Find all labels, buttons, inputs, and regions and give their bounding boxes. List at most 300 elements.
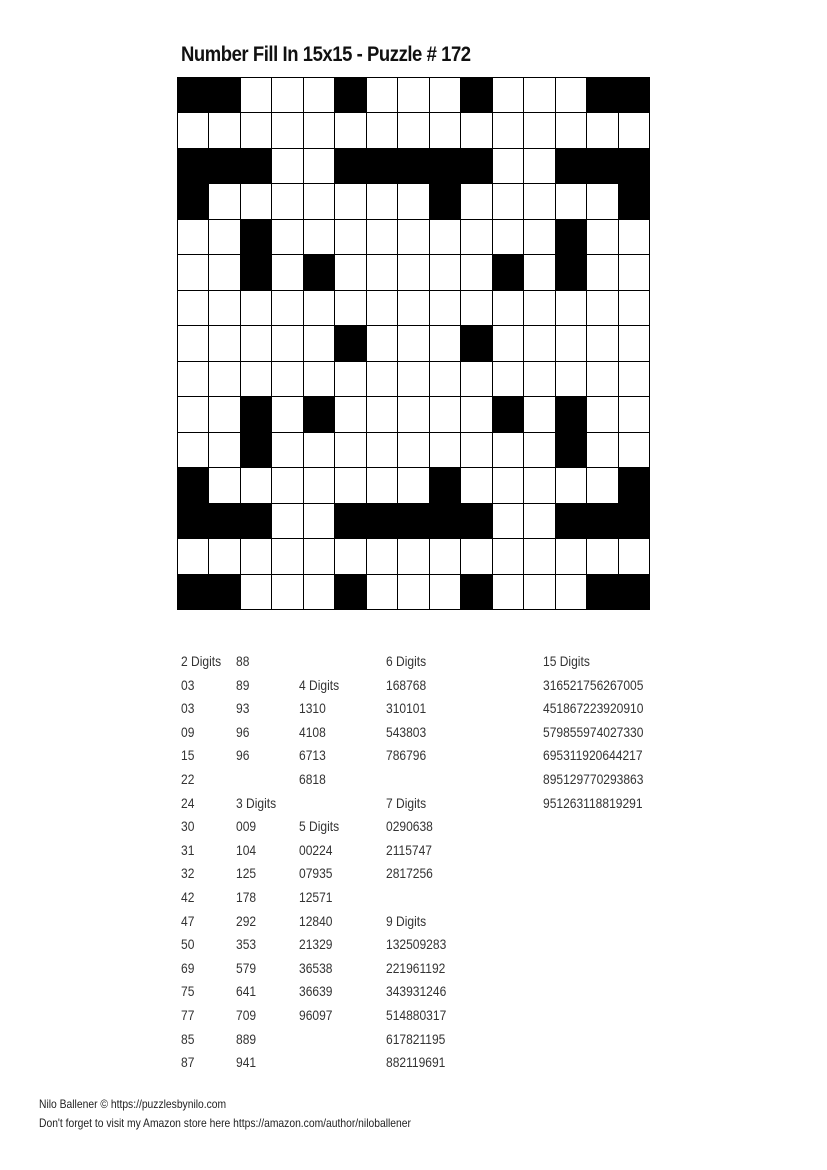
grid-cell-empty[interactable] — [587, 326, 617, 360]
word-list-item: 178 — [236, 888, 257, 905]
grid-cell-empty[interactable] — [304, 433, 334, 467]
word-list-item: 96097 — [299, 1006, 333, 1023]
grid-cell-empty[interactable] — [241, 575, 271, 609]
grid-cell-empty[interactable] — [335, 468, 365, 502]
grid-cell-empty[interactable] — [461, 220, 491, 254]
grid-cell-black — [556, 255, 586, 289]
word-list-item: 12571 — [299, 888, 333, 905]
grid-cell-black — [461, 78, 491, 112]
grid-cell-empty[interactable] — [524, 326, 554, 360]
grid-cell-empty[interactable] — [272, 504, 302, 538]
word-list-item: 6818 — [299, 770, 326, 787]
grid-cell-black — [461, 504, 491, 538]
word-list-item: 343931246 — [386, 983, 447, 1000]
grid-cell-empty[interactable] — [209, 220, 239, 254]
word-list-item: 6713 — [299, 747, 326, 764]
word-list-spacer — [386, 886, 446, 910]
grid-cell-empty[interactable] — [430, 291, 460, 325]
grid-cell-empty[interactable] — [272, 255, 302, 289]
word-group-heading: 4 Digits — [299, 676, 340, 693]
grid-cell-empty[interactable] — [209, 468, 239, 502]
grid-cell-empty[interactable] — [430, 220, 460, 254]
grid-cell-empty[interactable] — [461, 468, 491, 502]
word-list-item: 125 — [236, 865, 257, 882]
grid-cell-empty[interactable] — [272, 326, 302, 360]
word-list-column-3 — [299, 650, 346, 1028]
word-list-item: 75 — [181, 983, 195, 1000]
grid-cell-black — [461, 326, 491, 360]
grid-cell-empty[interactable] — [272, 149, 302, 183]
word-list-item: 03 — [181, 676, 195, 693]
grid-cell-black — [335, 575, 365, 609]
word-list-item: 104 — [236, 841, 257, 858]
word-list-item: 87 — [181, 1054, 195, 1071]
grid-cell-black — [178, 184, 208, 218]
grid-cell-empty[interactable] — [304, 184, 334, 218]
grid-cell-black — [556, 220, 586, 254]
grid-cell-empty[interactable] — [493, 113, 523, 147]
grid-cell-black — [241, 504, 271, 538]
grid-cell-empty[interactable] — [556, 539, 586, 573]
grid-cell-empty[interactable] — [398, 78, 428, 112]
grid-cell-black — [304, 255, 334, 289]
grid-cell-empty[interactable] — [556, 468, 586, 502]
grid-cell-black — [556, 504, 586, 538]
grid-cell-empty[interactable] — [524, 362, 554, 396]
grid-cell-empty[interactable] — [304, 539, 334, 573]
word-group-heading: 9 Digits — [386, 912, 427, 929]
word-list-item: 22 — [181, 770, 195, 787]
grid-cell-empty[interactable] — [178, 433, 208, 467]
grid-cell-empty[interactable] — [493, 433, 523, 467]
word-group-heading: 7 Digits — [386, 794, 427, 811]
word-list-spacer — [299, 792, 339, 816]
grid-cell-black — [619, 504, 649, 538]
grid-cell-empty[interactable] — [367, 326, 397, 360]
word-list-item: 514880317 — [386, 1006, 447, 1023]
word-list-item: 221961192 — [386, 959, 446, 976]
grid-cell-empty[interactable] — [272, 397, 302, 431]
grid-cell-empty[interactable] — [587, 184, 617, 218]
grid-cell-empty[interactable] — [524, 255, 554, 289]
word-list-item: 07935 — [299, 865, 333, 882]
word-list-item: 09 — [181, 723, 195, 740]
word-list-item: 709 — [236, 1006, 257, 1023]
grid-cell-black — [619, 468, 649, 502]
grid-cell-empty[interactable] — [241, 291, 271, 325]
grid-cell-empty[interactable] — [367, 468, 397, 502]
grid-cell-empty[interactable] — [619, 220, 649, 254]
grid-cell-black — [241, 149, 271, 183]
grid-cell-black — [430, 184, 460, 218]
grid-cell-empty[interactable] — [587, 291, 617, 325]
grid-cell-empty[interactable] — [209, 539, 239, 573]
grid-cell-empty[interactable] — [587, 539, 617, 573]
grid-cell-black — [241, 220, 271, 254]
grid-cell-empty[interactable] — [524, 149, 554, 183]
grid-cell-empty[interactable] — [430, 113, 460, 147]
grid-cell-empty[interactable] — [493, 291, 523, 325]
grid-cell-empty[interactable] — [241, 78, 271, 112]
grid-cell-empty[interactable] — [398, 255, 428, 289]
grid-cell-empty[interactable] — [430, 326, 460, 360]
grid-cell-black — [335, 78, 365, 112]
grid-cell-empty[interactable] — [304, 468, 334, 502]
grid-cell-empty[interactable] — [335, 113, 365, 147]
grid-cell-empty[interactable] — [461, 433, 491, 467]
grid-cell-empty[interactable] — [178, 362, 208, 396]
grid-cell-empty[interactable] — [430, 397, 460, 431]
word-list-column-4 — [386, 650, 456, 1075]
grid-cell-black — [335, 149, 365, 183]
grid-cell-empty[interactable] — [209, 255, 239, 289]
grid-cell-empty[interactable] — [398, 113, 428, 147]
word-list-item: 15 — [181, 747, 195, 764]
grid-cell-empty[interactable] — [461, 362, 491, 396]
grid-cell-empty[interactable] — [619, 113, 649, 147]
word-list-item: 93 — [236, 700, 250, 717]
word-list-item: 543803 — [386, 723, 427, 740]
grid-cell-black — [587, 504, 617, 538]
grid-cell-empty[interactable] — [178, 291, 208, 325]
word-list-item: 77 — [181, 1006, 195, 1023]
grid-cell-empty[interactable] — [556, 184, 586, 218]
grid-cell-empty[interactable] — [178, 539, 208, 573]
word-list-item: 00224 — [299, 841, 333, 858]
grid-cell-empty[interactable] — [241, 362, 271, 396]
grid-cell-black — [619, 184, 649, 218]
word-list-item: 617821195 — [386, 1030, 446, 1047]
grid-cell-black — [178, 149, 208, 183]
word-list-item: 895129770293863 — [543, 770, 644, 787]
grid-cell-empty[interactable] — [493, 78, 523, 112]
word-list-item: 0290638 — [386, 818, 433, 835]
grid-cell-empty[interactable] — [493, 220, 523, 254]
grid-cell-black — [587, 149, 617, 183]
grid-cell-empty[interactable] — [304, 291, 334, 325]
word-list-item: 1310 — [299, 700, 326, 717]
grid-cell-black — [178, 78, 208, 112]
grid-cell-empty[interactable] — [209, 362, 239, 396]
grid-cell-empty[interactable] — [272, 539, 302, 573]
grid-cell-black — [619, 575, 649, 609]
grid-cell-empty[interactable] — [178, 255, 208, 289]
grid-cell-empty[interactable] — [209, 113, 239, 147]
grid-cell-empty[interactable] — [398, 362, 428, 396]
word-list-item: 292 — [236, 912, 257, 929]
grid-cell-black — [430, 504, 460, 538]
grid-cell-empty[interactable] — [587, 397, 617, 431]
grid-cell-empty[interactable] — [524, 184, 554, 218]
grid-cell-empty[interactable] — [524, 220, 554, 254]
grid-cell-empty[interactable] — [304, 575, 334, 609]
grid-cell-black — [556, 149, 586, 183]
grid-cell-black — [556, 433, 586, 467]
grid-cell-empty[interactable] — [335, 291, 365, 325]
grid-cell-empty[interactable] — [335, 184, 365, 218]
grid-cell-empty[interactable] — [493, 468, 523, 502]
grid-cell-empty[interactable] — [367, 291, 397, 325]
grid-cell-empty[interactable] — [524, 113, 554, 147]
word-list-item: 69 — [181, 959, 195, 976]
grid-cell-empty[interactable] — [367, 397, 397, 431]
grid-cell-empty[interactable] — [304, 326, 334, 360]
grid-cell-black — [587, 78, 617, 112]
grid-cell-black — [178, 468, 208, 502]
grid-cell-empty[interactable] — [272, 468, 302, 502]
grid-cell-empty[interactable] — [587, 433, 617, 467]
grid-cell-empty[interactable] — [241, 184, 271, 218]
word-group-heading: 2 Digits — [181, 653, 222, 669]
word-list-item: 353 — [236, 936, 257, 953]
word-list-item: 451867223920910 — [543, 700, 644, 717]
grid-cell-black — [335, 504, 365, 538]
grid-cell-empty[interactable] — [587, 113, 617, 147]
grid-cell-black — [430, 468, 460, 502]
grid-cell-empty[interactable] — [398, 433, 428, 467]
grid-cell-empty[interactable] — [178, 113, 208, 147]
grid-cell-empty[interactable] — [461, 397, 491, 431]
grid-cell-black — [619, 149, 649, 183]
grid-cell-empty[interactable] — [367, 78, 397, 112]
grid-cell-empty[interactable] — [524, 397, 554, 431]
grid-cell-empty[interactable] — [619, 291, 649, 325]
word-list-item: 579855974027330 — [543, 723, 644, 740]
grid-cell-empty[interactable] — [272, 575, 302, 609]
word-list-item: 882119691 — [386, 1054, 446, 1071]
grid-cell-empty[interactable] — [556, 362, 586, 396]
grid-cell-empty[interactable] — [461, 539, 491, 573]
word-list-item: 4108 — [299, 723, 326, 740]
footer-amazon-note: Don't forget to visit my Amazon store here https://amazon.com/author/niloballener — [39, 1116, 411, 1130]
word-list-spacer — [386, 768, 446, 792]
grid-cell-empty[interactable] — [241, 326, 271, 360]
grid-cell-empty[interactable] — [209, 291, 239, 325]
grid-cell-empty[interactable] — [556, 326, 586, 360]
grid-cell-black — [209, 78, 239, 112]
grid-cell-empty[interactable] — [430, 78, 460, 112]
grid-cell-empty[interactable] — [304, 504, 334, 538]
grid-cell-black — [367, 504, 397, 538]
grid-cell-empty[interactable] — [524, 468, 554, 502]
grid-cell-empty[interactable] — [335, 433, 365, 467]
grid-cell-empty[interactable] — [178, 397, 208, 431]
grid-cell-empty[interactable] — [367, 433, 397, 467]
grid-cell-empty[interactable] — [619, 539, 649, 573]
grid-cell-empty[interactable] — [272, 291, 302, 325]
grid-cell-black — [398, 504, 428, 538]
grid-cell-empty[interactable] — [367, 255, 397, 289]
grid-cell-empty[interactable] — [556, 575, 586, 609]
word-list-column-2 — [236, 650, 283, 1075]
grid-cell-empty[interactable] — [178, 220, 208, 254]
grid-cell-empty[interactable] — [367, 220, 397, 254]
grid-cell-empty[interactable] — [398, 220, 428, 254]
grid-cell-empty[interactable] — [335, 397, 365, 431]
grid-cell-empty[interactable] — [178, 326, 208, 360]
grid-cell-empty[interactable] — [272, 220, 302, 254]
grid-cell-black — [493, 397, 523, 431]
grid-cell-empty[interactable] — [619, 362, 649, 396]
grid-cell-empty[interactable] — [587, 255, 617, 289]
grid-cell-empty[interactable] — [335, 362, 365, 396]
grid-cell-empty[interactable] — [398, 468, 428, 502]
word-group-heading: 3 Digits — [236, 794, 277, 811]
grid-cell-black — [587, 575, 617, 609]
grid-cell-empty[interactable] — [367, 184, 397, 218]
word-list-item: 12840 — [299, 912, 333, 929]
grid-cell-empty[interactable] — [461, 291, 491, 325]
grid-cell-empty[interactable] — [524, 291, 554, 325]
word-list-item: 50 — [181, 936, 195, 953]
grid-cell-black — [493, 255, 523, 289]
puzzle-grid — [177, 77, 650, 610]
grid-cell-empty[interactable] — [619, 255, 649, 289]
grid-cell-black — [335, 326, 365, 360]
word-list-item: 42 — [181, 888, 195, 905]
word-group-heading: 15 Digits — [543, 653, 590, 669]
grid-cell-empty[interactable] — [524, 433, 554, 467]
grid-cell-black — [367, 149, 397, 183]
word-list-spacer — [299, 650, 339, 674]
grid-cell-empty[interactable] — [272, 113, 302, 147]
word-list-item: 85 — [181, 1030, 195, 1047]
word-list-item: 47 — [181, 912, 195, 929]
grid-cell-empty[interactable] — [556, 78, 586, 112]
grid-cell-empty[interactable] — [304, 362, 334, 396]
word-list-column-5 — [543, 650, 660, 815]
grid-cell-empty[interactable] — [272, 433, 302, 467]
grid-cell-empty[interactable] — [493, 504, 523, 538]
word-group-heading: 5 Digits — [299, 818, 340, 835]
word-list-item: 32 — [181, 865, 195, 882]
grid-cell-empty[interactable] — [398, 326, 428, 360]
grid-cell-empty[interactable] — [272, 362, 302, 396]
grid-cell-empty[interactable] — [430, 433, 460, 467]
grid-cell-empty[interactable] — [335, 220, 365, 254]
grid-cell-empty[interactable] — [367, 113, 397, 147]
word-list-item: 96 — [236, 747, 250, 764]
word-list-item: 786796 — [386, 747, 427, 764]
grid-cell-empty[interactable] — [524, 539, 554, 573]
grid-cell-empty[interactable] — [493, 539, 523, 573]
grid-cell-empty[interactable] — [430, 362, 460, 396]
grid-cell-empty[interactable] — [430, 575, 460, 609]
grid-cell-empty[interactable] — [272, 78, 302, 112]
word-list-item: 21329 — [299, 936, 333, 953]
word-list-item: 889 — [236, 1030, 257, 1047]
grid-cell-empty[interactable] — [272, 184, 302, 218]
grid-cell-empty[interactable] — [493, 362, 523, 396]
word-list-spacer — [236, 768, 276, 792]
grid-cell-empty[interactable] — [493, 184, 523, 218]
grid-cell-empty[interactable] — [619, 433, 649, 467]
grid-cell-empty[interactable] — [430, 539, 460, 573]
grid-cell-empty[interactable] — [304, 149, 334, 183]
grid-cell-empty[interactable] — [493, 575, 523, 609]
grid-cell-empty[interactable] — [304, 113, 334, 147]
grid-cell-empty[interactable] — [524, 78, 554, 112]
grid-cell-black — [209, 504, 239, 538]
grid-cell-black — [241, 433, 271, 467]
footer-credit: Nilo Ballener © https://puzzlesbynilo.com — [39, 1097, 227, 1111]
grid-cell-black — [178, 504, 208, 538]
word-list-item: 168768 — [386, 676, 427, 693]
word-list-column-1 — [181, 650, 228, 1075]
grid-cell-empty[interactable] — [619, 397, 649, 431]
word-list-item: 009 — [236, 818, 257, 835]
grid-cell-empty[interactable] — [493, 149, 523, 183]
word-list-item: 24 — [181, 794, 195, 811]
word-list-item: 579 — [236, 959, 257, 976]
grid-cell-empty[interactable] — [524, 504, 554, 538]
grid-cell-empty[interactable] — [398, 397, 428, 431]
page-title: Number Fill In 15x15 - Puzzle # 172 — [181, 43, 471, 66]
grid-cell-empty[interactable] — [209, 397, 239, 431]
grid-cell-empty[interactable] — [461, 184, 491, 218]
grid-cell-empty[interactable] — [398, 184, 428, 218]
grid-cell-black — [461, 575, 491, 609]
grid-cell-empty[interactable] — [335, 539, 365, 573]
word-list-item: 36639 — [299, 983, 333, 1000]
grid-cell-empty[interactable] — [430, 255, 460, 289]
grid-cell-empty[interactable] — [335, 255, 365, 289]
grid-cell-empty[interactable] — [304, 78, 334, 112]
grid-cell-empty[interactable] — [367, 362, 397, 396]
grid-cell-empty[interactable] — [209, 184, 239, 218]
grid-cell-empty[interactable] — [304, 220, 334, 254]
grid-cell-empty[interactable] — [398, 575, 428, 609]
grid-cell-empty[interactable] — [241, 468, 271, 502]
grid-cell-empty[interactable] — [619, 326, 649, 360]
grid-cell-empty[interactable] — [461, 113, 491, 147]
grid-cell-black — [619, 78, 649, 112]
word-list-item: 30 — [181, 818, 195, 835]
word-list-item: 132509283 — [386, 936, 447, 953]
grid-cell-empty[interactable] — [461, 255, 491, 289]
grid-cell-empty[interactable] — [493, 326, 523, 360]
word-list-item: 03 — [181, 700, 195, 717]
grid-cell-empty[interactable] — [398, 539, 428, 573]
word-list-item: 89 — [236, 676, 250, 693]
grid-cell-empty[interactable] — [367, 575, 397, 609]
word-list-item: 36538 — [299, 959, 333, 976]
grid-cell-empty[interactable] — [241, 113, 271, 147]
word-list-item: 2817256 — [386, 865, 433, 882]
grid-cell-black — [430, 149, 460, 183]
grid-cell-empty[interactable] — [398, 291, 428, 325]
grid-cell-black — [461, 149, 491, 183]
grid-cell-empty[interactable] — [524, 575, 554, 609]
word-list-item: 2115747 — [386, 841, 432, 858]
word-list-item: 951263118819291 — [543, 794, 643, 811]
grid-cell-black — [209, 149, 239, 183]
grid-cell-empty[interactable] — [241, 539, 271, 573]
word-list-item: 641 — [236, 983, 257, 1000]
grid-cell-empty[interactable] — [556, 291, 586, 325]
grid-cell-empty[interactable] — [556, 113, 586, 147]
grid-cell-empty[interactable] — [587, 362, 617, 396]
grid-cell-empty[interactable] — [367, 539, 397, 573]
grid-cell-empty[interactable] — [587, 468, 617, 502]
word-list-item: 316521756267005 — [543, 676, 644, 693]
grid-cell-empty[interactable] — [209, 433, 239, 467]
grid-cell-empty[interactable] — [209, 326, 239, 360]
grid-cell-empty[interactable] — [587, 220, 617, 254]
grid-cell-black — [304, 397, 334, 431]
word-list-item: 31 — [181, 841, 195, 858]
grid-cell-black — [398, 149, 428, 183]
